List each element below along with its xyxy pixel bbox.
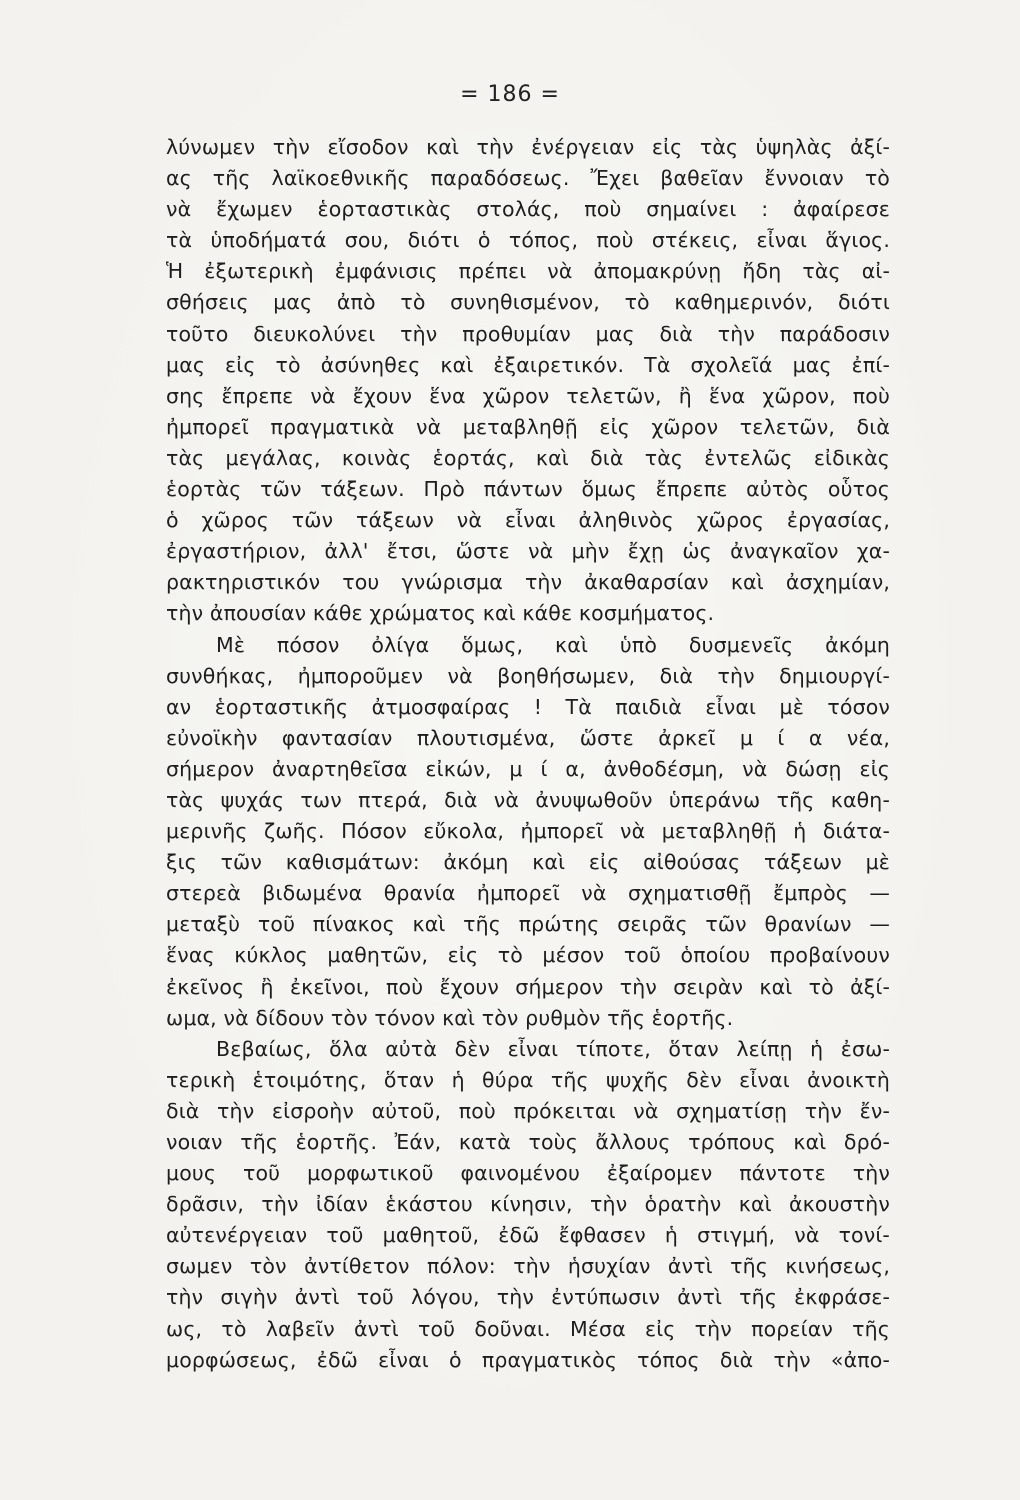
text-line: μεταξὺ τοῦ πίνακος καὶ τῆς πρώτης σειρᾶς τῶν θρανίων — [166,912,890,937]
text-line: ἐκεῖνος ἢ ἐκεῖνοι, ποὺ ἔχουν σήμερον τὴν σειρὰν καὶ τὸ ἀξί- [166,974,890,999]
paragraph-start-line: Βεβαίως, ὅλα αὐτὰ δὲν εἶναι τίποτε, ὅταν λείπῃ ἡ ἐσω- [216,1036,890,1061]
body-text [166,132,890,1376]
text-line: αὐτενέργειαν τοῦ μαθητοῦ, ἐδῶ ἔφθασεν ἡ στιγμή, νὰ τονί- [166,1223,890,1248]
text-line: νὰ ἔχωμεν ἑορταστικὰς στολάς, ποὺ σημαίνει : ἀφαίρεσε [166,197,890,222]
text-line: ἠμπορεῖ πραγματικὰ νὰ μεταβληθῇ εἰς χῶρον τελετῶν, διὰ [166,414,890,439]
text-line: ἕνας κύκλος μαθητῶν, εἰς τὸ μέσον τοῦ ὁποίου προβαίνουν [166,943,890,968]
text-line: τὰς μεγάλας, κοινὰς ἑορτάς, καὶ διὰ τὰς ἐντελῶς εἰδικὰς [166,445,890,470]
text-line: τερικὴ ἑτοιμότης, ὅταν ἡ θύρα τῆς ψυχῆς δὲν εἶναι ἀνοικτὴ [166,1067,890,1092]
text-line: ἑορτὰς τῶν τάξεων. Πρὸ πάντων ὅμως ἔπρεπε αὐτὸς οὗτος [166,477,890,502]
text-line: τὰς ψυχάς των πτερά, διὰ νὰ ἀνυψωθοῦν ὑπεράνω τῆς καθη- [166,787,890,812]
paragraph-end-line: τὴν ἀπουσίαν κάθε χρώματος καὶ κάθε κοσμήματος. [166,601,715,626]
text-line: ως, τὸ λαβεῖν ἀντὶ τοῦ δοῦναι. Μέσα εἰς τὴν πορείαν τῆς [166,1316,890,1341]
text-line: ἐργαστήριον, ἀλλ' ἔτσι, ὥστε νὰ μὴν ἔχῃ ὡς ἀναγκαῖον χα- [166,539,890,564]
text-line: Ἡ ἐξωτερικὴ ἐμφάνισις πρέπει νὰ ἀπομακρύνῃ ἤδη τὰς αἰ- [166,259,890,284]
text-line: σης ἔπρεπε νὰ ἔχουν ἕνα χῶρον τελετῶν, ἢ ἕνα χῶρον, ποὺ [166,383,890,408]
text-line: σήμερον ἀναρτηθεῖσα εἰκών, μ ί α, ἀνθοδέσμη, νὰ δώσῃ εἰς [166,756,890,781]
text-line: τοῦτο διευκολύνει τὴν προθυμίαν μας διὰ τὴν παράδοσιν [166,321,890,346]
text-line: νοιαν τῆς ἑορτῆς. Ἐάν, κατὰ τοὺς ἄλλους τρόπους καὶ δρό- [166,1130,890,1154]
page-number: = 186 = [460,82,560,107]
text-line: μερινῆς ζωῆς. Πόσον εὔκολα, ἠμπορεῖ νὰ μεταβληθῇ ἡ διάτα- [166,819,890,844]
paragraph-start-line: Μὲ πόσον ὀλίγα ὅμως, καὶ ὑπὸ δυσμενεῖς ἀκόμη [216,632,890,657]
text-line: ξις τῶν καθισμάτων: ἀκόμη καὶ εἰς αἰθούσας τάξεων μὲ [166,850,890,875]
text-line: δρᾶσιν, τὴν ἰδίαν ἑκάστου κίνησιν, τὴν ὁρατὴν καὶ ἀκουστὴν [166,1192,890,1217]
text-line: στερεὰ βιδωμένα θρανία ἠμπορεῖ νὰ σχηματισθῇ ἔμπρὸς — [166,881,890,906]
text-line: ὁ χῶρος τῶν τάξεων νὰ εἶναι ἀληθινὸς χῶρος ἐργασίας, [166,508,890,533]
text-line: μας εἰς τὸ ἀσύνηθες καὶ ἐξαιρετικόν. Τὰ σχολεῖά μας ἐπί- [166,352,890,377]
text-line: τὰ ὑποδήματά σου, διότι ὁ τόπος, ποὺ στέκεις, εἶναι ἅγιος. [166,228,890,253]
text-line: μους τοῦ μορφωτικοῦ φαινομένου ἐξαίρομεν πάντοτε τὴν [166,1161,890,1186]
text-line: λύνωμεν τὴν εἴσοδον καὶ τὴν ἐνέργειαν εἰς τὰς ὑψηλὰς ἀξί- [166,135,890,159]
text-line: σθήσεις μας ἀπὸ τὸ συνηθισμένον, τὸ καθημερινόν, διότι [166,290,890,315]
text-line: ας τῆς λαϊκοεθνικῆς παραδόσεως. Ἔχει βαθεῖαν ἔννοιαν τὸ [166,166,890,191]
text-line: εὐνοϊκὴν φαντασίαν πλουτισμένα, ὥστε ἀρκεῖ μ ί α νέα, [166,725,890,750]
text-line: αν ἑορταστικῆς ἀτμοσφαίρας ! Τὰ παιδιὰ εἶναι μὲ τόσον [166,694,890,719]
text-line: συνθήκας, ἠμποροῦμεν νὰ βοηθήσωμεν, διὰ τὴν δημιουργί- [166,663,890,688]
text-line: τὴν σιγὴν ἀντὶ τοῦ λόγου, τὴν ἐντύπωσιν ἀντὶ τῆς ἐκφράσε- [166,1285,890,1310]
text-line: διὰ τὴν εἰσροὴν αὐτοῦ, ποὺ πρόκειται νὰ σχηματίσῃ τὴν ἔν- [166,1098,890,1123]
paragraph-end-line: ωμα, νὰ δίδουν τὸν τόνον καὶ τὸν ρυθμὸν τῆς ἑορτῆς. [166,1005,734,1030]
text-line: σωμεν τὸν ἀντίθετον πόλον: τὴν ἡσυχίαν ἀντὶ τῆς κινήσεως, [166,1254,890,1279]
text-line: μορφώσεως, ἐδῶ εἶναι ὁ πραγματικὸς τόπος διὰ τὴν «ἀπο- [166,1347,890,1372]
text-line: ρακτηριστικόν του γνώρισμα τὴν ἀκαθαρσίαν καὶ ἀσχημίαν, [166,570,890,595]
